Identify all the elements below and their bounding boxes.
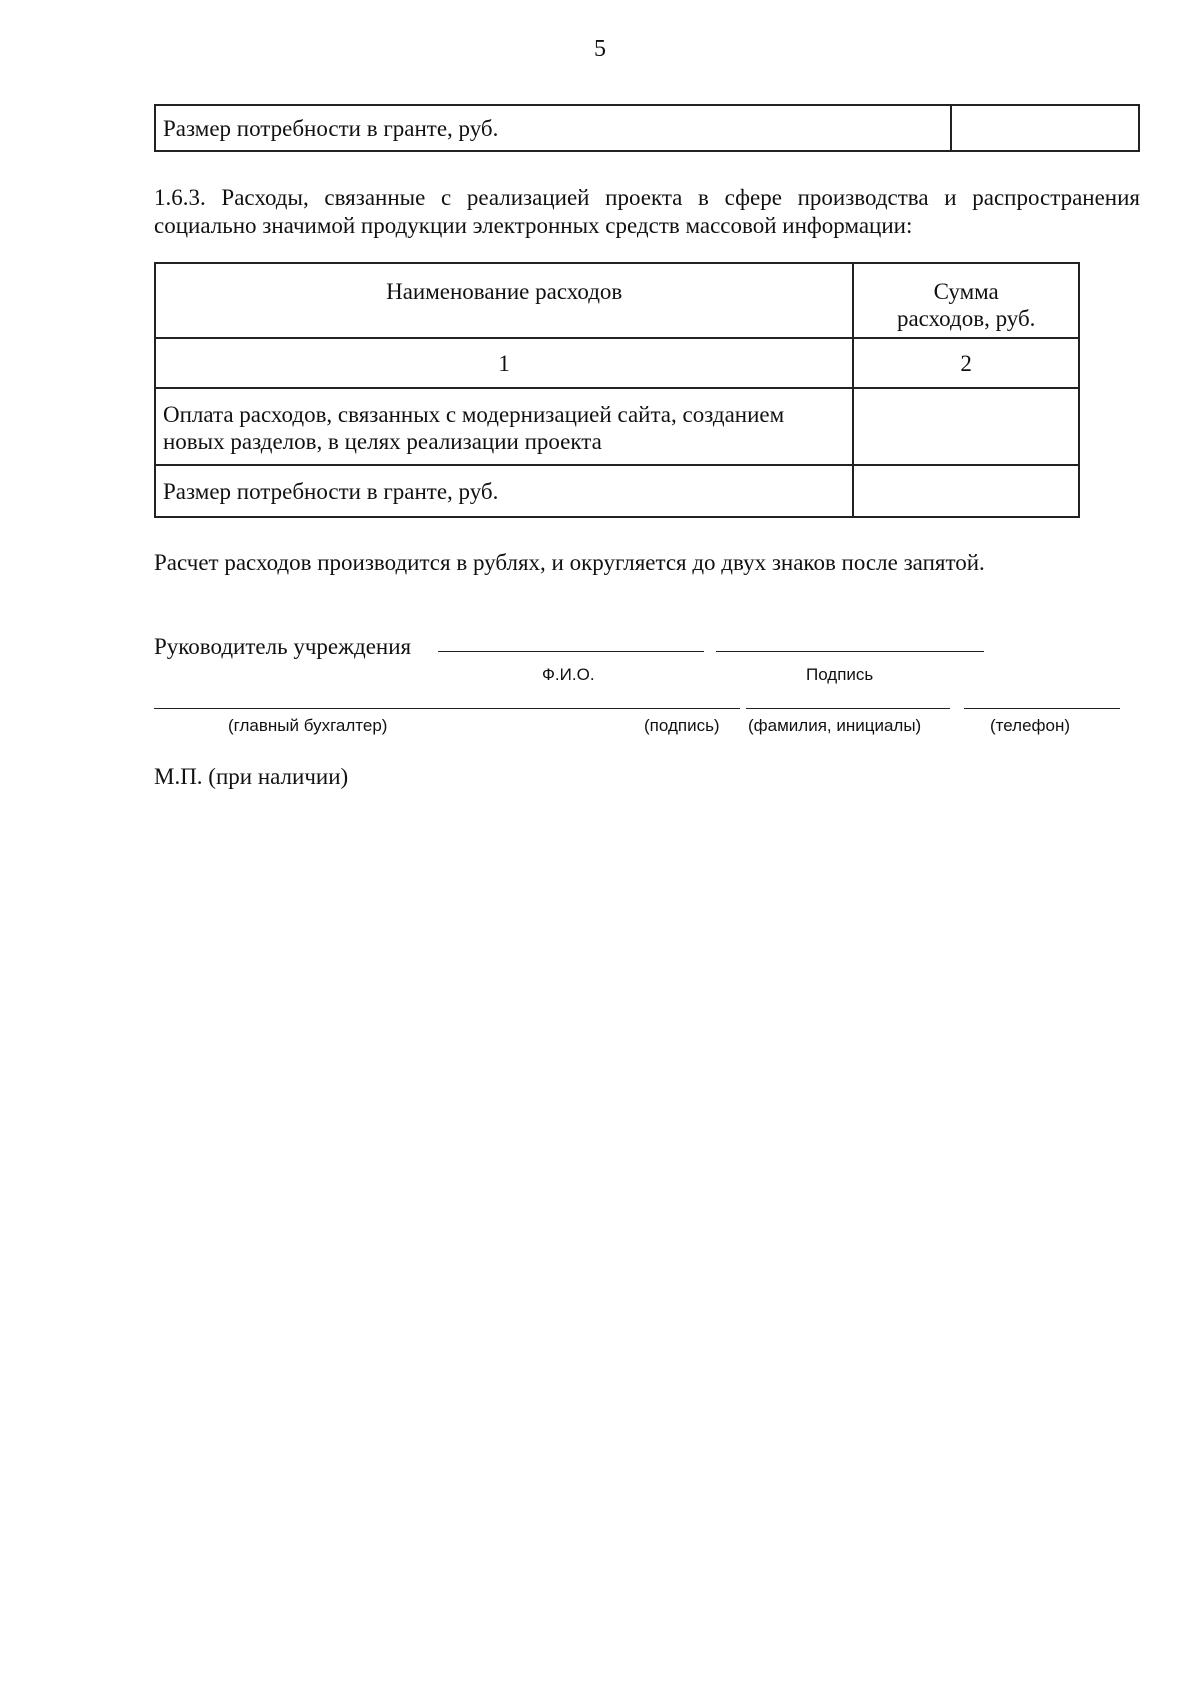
table-row xyxy=(155,105,1139,151)
expense-sum-cell[interactable] xyxy=(853,388,1079,465)
calculation-note: Расчет расходов производится в рублях, и округляется до двух знаков после запятой. xyxy=(154,550,985,575)
grant-need-label: Размер потребности в гранте, руб. xyxy=(155,105,951,151)
table-header-row xyxy=(155,263,1079,338)
header-sum-line1: Сумма xyxy=(933,279,999,304)
column-number-row xyxy=(155,338,1079,388)
accountant-name-line[interactable] xyxy=(746,708,950,709)
phone-line[interactable] xyxy=(964,708,1120,709)
table-total-row xyxy=(155,465,1079,517)
expense-name-cell xyxy=(155,388,853,465)
total-value-cell[interactable] xyxy=(853,465,1079,517)
column-number-1: 1 xyxy=(155,338,853,388)
sign-caption: (подпись) xyxy=(644,716,720,735)
expense-name-line1: Оплата расходов, связанных с модернизацией сайта, созданием xyxy=(163,402,785,427)
expenses-table xyxy=(154,262,1080,518)
fio-line[interactable] xyxy=(438,651,704,652)
head-label: Руководитель учреждения xyxy=(154,634,412,659)
header-sum-line2: расходов, руб. xyxy=(896,306,1036,331)
header-expense-sum xyxy=(853,263,1079,338)
accountant-line[interactable] xyxy=(154,708,740,709)
signature-caption: Подпись xyxy=(806,665,874,684)
name-caption: (фамилия, инициалы) xyxy=(748,716,922,735)
accountant-caption: (главный бухгалтер) xyxy=(228,716,388,735)
grant-need-table xyxy=(154,104,1140,152)
phone-caption: (телефон) xyxy=(990,716,1071,735)
page-number: 5 xyxy=(594,36,606,62)
total-label: Размер потребности в гранте, руб. xyxy=(155,465,853,517)
column-number-2: 2 xyxy=(853,338,1079,388)
grant-need-value[interactable] xyxy=(951,105,1139,151)
seal-label: М.П. (при наличии) xyxy=(154,764,349,789)
signature-line[interactable] xyxy=(716,651,984,652)
fio-caption: Ф.И.О. xyxy=(542,665,595,684)
expense-name-line2: новых разделов, в целях реализации проекта xyxy=(163,429,602,454)
header-expense-name: Наименование расходов xyxy=(155,263,853,338)
table-row xyxy=(155,388,1079,465)
section-heading: 1.6.3. Расходы, связанные с реализацией проекта в сфере производства и распространения социально значимой продукции электронных средств массовой информации: xyxy=(154,185,1140,238)
